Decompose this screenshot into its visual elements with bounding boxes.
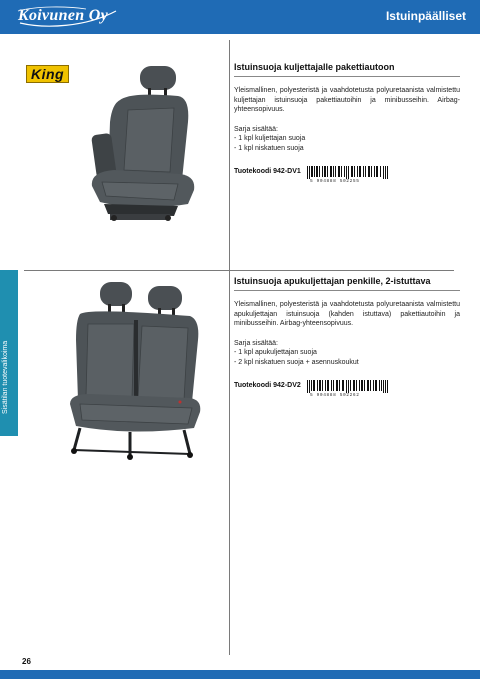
set-contents-heading: Sarja sisältää: [234, 339, 278, 347]
barcode-icon [307, 380, 389, 393]
set-contents-heading: Sarja sisältää: [234, 125, 278, 133]
page-footer [0, 670, 480, 679]
product-card-942-dv1 [234, 62, 460, 188]
row-divider [24, 270, 454, 271]
product-code-row [234, 380, 460, 402]
barcode-icon [307, 166, 389, 179]
section-title: Istuinpäälliset [385, 9, 466, 23]
brand-badge: King [26, 65, 69, 83]
product-title: Istuinsuoja kuljettajalle pakettiautoon [234, 62, 395, 72]
product-code: Tuotekoodi 942-DV1 [234, 168, 301, 175]
column-divider [229, 40, 230, 655]
product-title: Istuinsuoja apukuljettajan penkille, 2-istuttava [234, 276, 431, 286]
set-item: - 1 kpl apukuljettajan suoja [234, 349, 317, 356]
product-description: Yleismallinen, polyesteristä ja vaahdotetusta polyuretaanista valmistettu kuljettajan istuinsuoja pakettiautoihin ja minibusseihin. Airbag-yhteensopivuus. [234, 87, 460, 113]
driver-seat-image [70, 62, 210, 227]
set-item: - 1 kpl kuljettajan suoja [234, 135, 306, 142]
side-tab-label: Sisätilan tuotevalikoima [2, 340, 9, 414]
title-underline [234, 76, 460, 77]
product-card-942-dv2 [234, 276, 460, 402]
passenger-seat-image [60, 280, 205, 462]
page-number: 26 [22, 657, 31, 666]
barcode-number: 5 904888 502262 [310, 393, 360, 398]
page-header [0, 0, 480, 34]
product-code-row [234, 166, 460, 188]
set-item: - 1 kpl niskatuen suoja [234, 144, 304, 152]
product-code: Tuotekoodi 942-DV2 [234, 382, 301, 389]
title-underline [234, 290, 460, 291]
barcode-number: 5 904888 502255 [310, 179, 360, 184]
set-item: - 2 kpl niskatuen suoja + asennuskoukut [234, 358, 359, 366]
product-description: Yleismallinen, polyesteristä ja vaahdotetusta polyuretaanista valmistettu apukuljettajan istuinsuoja (kahden istuttava) pakettiautoihin ja minibusseihin. Airbag-yhteensopivuus. [234, 301, 460, 327]
company-logo: Koivunen Oy [18, 7, 108, 24]
